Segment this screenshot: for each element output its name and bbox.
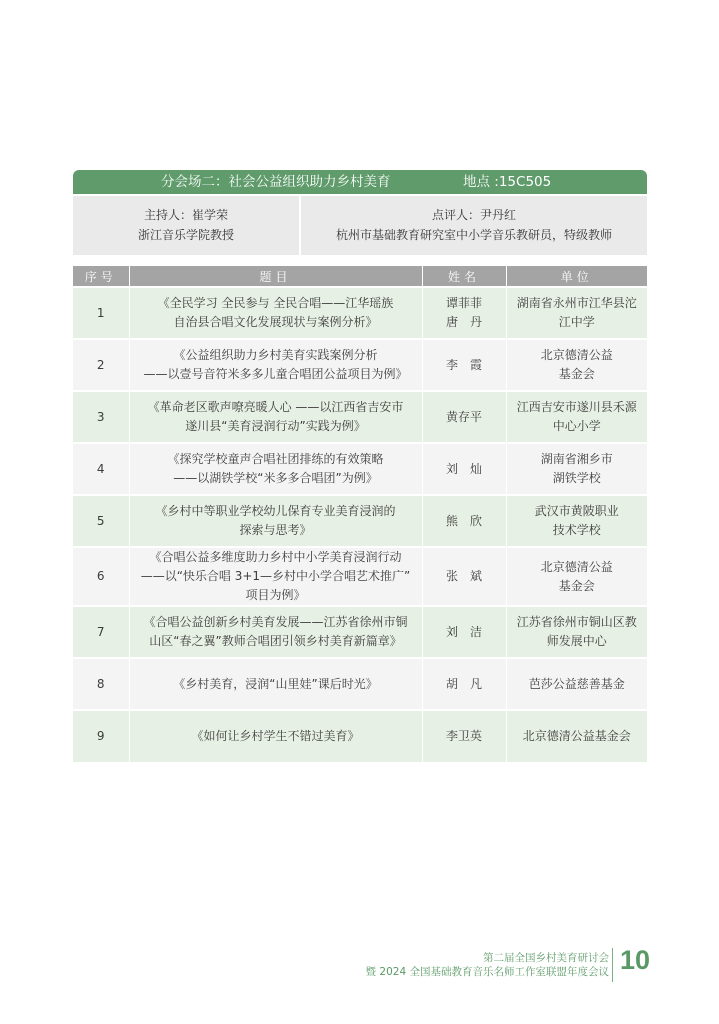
header-unit: 单位 xyxy=(506,266,647,287)
session-title: 分会场二：社会公益组织助力乡村美育 xyxy=(161,174,391,190)
table-header-row xyxy=(73,266,647,287)
row-number: 7 xyxy=(73,606,129,658)
page-number: 10 xyxy=(620,945,651,975)
table-row xyxy=(73,287,647,339)
header-name: 姓名 xyxy=(422,266,506,287)
row-unit: 湖南省湘乡市 湖铁学校 xyxy=(506,443,647,495)
row-title: 《乡村中等职业学校幼儿保育专业美育浸润的 探索与思考》 xyxy=(129,495,422,547)
row-name: 胡 凡 xyxy=(422,658,506,710)
row-title: 《公益组织助力乡村美育实践案例分析 ——以壹号音符米多多儿童合唱团公益项目为例》 xyxy=(129,339,422,391)
row-unit: 芭莎公益慈善基金 xyxy=(506,658,647,710)
host-label: 主持人：崔学荣 xyxy=(143,208,228,222)
row-unit: 北京德清公益基金会 xyxy=(506,710,647,762)
table-row xyxy=(73,391,647,443)
row-name: 刘 灿 xyxy=(422,443,506,495)
row-title: 《乡村美育，浸润“山里娃”课后时光》 xyxy=(129,658,422,710)
row-number: 1 xyxy=(73,287,129,339)
footer-divider xyxy=(612,948,613,982)
row-number: 6 xyxy=(73,547,129,606)
header-title: 题目 xyxy=(129,266,422,287)
row-title: 《革命老区歌声嘹亮暖人心 ——以江西省吉安市 遂川县“美育浸润行动”实践为例》 xyxy=(129,391,422,443)
row-unit: 江苏省徐州市铜山区教 师发展中心 xyxy=(506,606,647,658)
row-number: 5 xyxy=(73,495,129,547)
row-title: 《探究学校童声合唱社团排练的有效策略 ——以湖铁学校“米多多合唱团”为例》 xyxy=(129,443,422,495)
schedule-table xyxy=(73,266,647,762)
table-row xyxy=(73,606,647,658)
row-number: 4 xyxy=(73,443,129,495)
row-name: 张 斌 xyxy=(422,547,506,606)
row-name: 黄存平 xyxy=(422,391,506,443)
row-unit: 武汉市黄陂职业 技术学校 xyxy=(506,495,647,547)
session-header xyxy=(73,170,647,194)
row-number: 2 xyxy=(73,339,129,391)
footer-conference-name xyxy=(366,951,609,979)
row-name: 谭菲菲 唐 丹 xyxy=(422,287,506,339)
table-row xyxy=(73,443,647,495)
row-title: 《如何让乡村学生不错过美育》 xyxy=(129,710,422,762)
table-row xyxy=(73,710,647,762)
row-name: 李 霞 xyxy=(422,339,506,391)
row-name: 熊 欣 xyxy=(422,495,506,547)
row-name: 刘 洁 xyxy=(422,606,506,658)
table-row xyxy=(73,547,647,606)
table-row xyxy=(73,339,647,391)
footer-line-1: 第二届全国乡村美育研讨会 xyxy=(483,952,609,964)
header-number: 序号 xyxy=(73,266,129,287)
row-title: 《合唱公益多维度助力乡村中小学美育浸润行动 ——以“快乐合唱 3+1—乡村中小学合唱艺术推广” 项目为例》 xyxy=(129,547,422,606)
row-name: 李卫英 xyxy=(422,710,506,762)
host-column xyxy=(73,205,299,245)
row-title: 《合唱公益创新乡村美育发展——江苏省徐州市铜 山区“春之翼”教师合唱团引领乡村美育新篇章》 xyxy=(129,606,422,658)
row-unit: 江西吉安市遂川县禾源 中心小学 xyxy=(506,391,647,443)
reviewer-affiliation: 杭州市基础教育研究室中小学音乐教研员，特级教师 xyxy=(335,228,612,242)
row-unit: 湖南省永州市江华县沱 江中学 xyxy=(506,287,647,339)
row-number: 9 xyxy=(73,710,129,762)
row-number: 8 xyxy=(73,658,129,710)
footer-line-2: 暨 2024 全国基础教育音乐名师工作室联盟年度会议 xyxy=(365,966,609,978)
row-number: 3 xyxy=(73,391,129,443)
table-row xyxy=(73,495,647,547)
session-location: 地点 :15C505 xyxy=(463,174,552,190)
row-unit: 北京德清公益 基金会 xyxy=(506,547,647,606)
host-affiliation: 浙江音乐学院教授 xyxy=(137,228,234,242)
row-unit: 北京德清公益 基金会 xyxy=(506,339,647,391)
host-info-block xyxy=(73,196,647,255)
table-row xyxy=(73,658,647,710)
row-title: 《全民学习 全民参与 全民合唱——江华瑶族 自治县合唱文化发展现状与案例分析》 xyxy=(129,287,422,339)
reviewer-column xyxy=(301,205,647,245)
reviewer-label: 点评人：尹丹红 xyxy=(431,208,516,222)
